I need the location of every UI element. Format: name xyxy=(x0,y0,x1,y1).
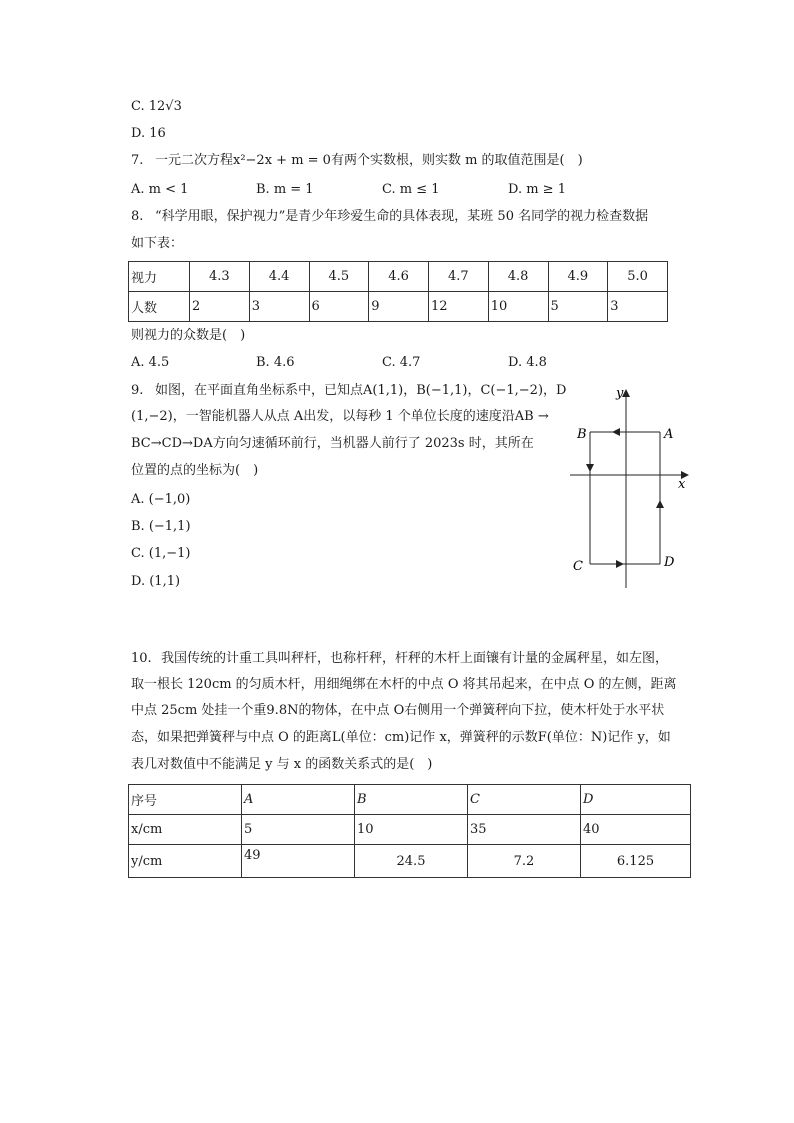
table-row xyxy=(129,845,691,878)
table-cell: 2 xyxy=(190,292,250,322)
table-cell: 4.8 xyxy=(488,262,548,292)
x-axis-label: x xyxy=(678,477,686,492)
q8-option-c: C. 4.7 xyxy=(382,355,421,370)
q10-stem-line3: 中点 25cm 处挂一个重9.8N的物体，在中点 O右侧用一个弹簧秤向下拉，使木杆处于水平状 xyxy=(131,703,665,718)
table-header-cell: C xyxy=(468,785,581,815)
arrow-bc-icon xyxy=(586,464,594,472)
table-cell: 3 xyxy=(608,292,668,322)
table-cell: 49 xyxy=(242,845,355,878)
q7-option-c: C. m ≤ 1 xyxy=(382,182,440,197)
table-cell: 4.5 xyxy=(309,262,369,292)
table-cell: 3 xyxy=(249,292,309,322)
q8-option-a: A. 4.5 xyxy=(131,355,170,370)
q8-stem-line1: “科学用眼，保护视力”是青少年珍爱生命的具体表现，某班 50 名同学的视力检查数据 xyxy=(155,209,649,224)
q10-value-table xyxy=(128,784,691,878)
table-cell: 7.2 xyxy=(468,845,581,878)
q8-stem-line2: 如下表： xyxy=(131,236,184,251)
table-cell: 5 xyxy=(548,292,608,322)
table-cell: 4.6 xyxy=(369,262,429,292)
q10-stem-line5: 表几对数值中不能满足 y 与 x 的函数关系式的是( ) xyxy=(131,757,433,772)
point-b-label: B xyxy=(577,427,587,442)
table-cell: 6.125 xyxy=(581,845,691,878)
table-cell: 4.4 xyxy=(249,262,309,292)
table-cell: 12 xyxy=(429,292,489,322)
q7-option-a: A. m < 1 xyxy=(131,182,189,197)
table-cell: 4.9 xyxy=(548,262,608,292)
q10-stem-line1: 我国传统的计重工具叫秤杆，也称杆秤，杆秤的木杆上面镶有计量的金属秤星，如左图， xyxy=(161,651,669,666)
table-cell: 6 xyxy=(309,292,369,322)
q9-stem-line1: 如图，在平面直角坐标系中，已知点A(1,1)，B(−1,1)，C(−1,−2)，D xyxy=(155,383,567,398)
q8-question: 则视力的众数是( ) xyxy=(131,328,246,343)
q7-number: 7. xyxy=(131,153,144,168)
table-header-cell: D xyxy=(581,785,691,815)
table-cell: 5 xyxy=(242,815,355,845)
point-d-label: D xyxy=(664,555,675,570)
row-label-x: x/cm xyxy=(129,815,242,845)
arrow-ab-icon xyxy=(612,428,620,436)
table-cell: 40 xyxy=(581,815,691,845)
q7-option-b: B. m = 1 xyxy=(256,182,314,197)
table-cell: 35 xyxy=(468,815,581,845)
y-axis-label: y xyxy=(616,386,624,401)
q9-stem-line4: 位置的点的坐标为( ) xyxy=(131,463,259,478)
q9-stem-line2: (1,−2)，一智能机器人从点 A出发，以每秒 1 个单位长度的速度沿AB → xyxy=(131,409,549,424)
table-cell: 24.5 xyxy=(355,845,468,878)
arrow-da-icon xyxy=(656,500,664,508)
q9-stem-line3: BC→CD→DA方向匀速循环前行，当机器人前行了 2023s 时，其所在 xyxy=(131,436,534,451)
q9-option-b: B. (−1,1) xyxy=(131,519,191,534)
q7-question: 一元二次方程x²−2x + m = 0有两个实数根，则实数 m 的取值范围是( ) xyxy=(155,153,583,168)
q7-option-d: D. m ≥ 1 xyxy=(508,182,566,197)
table-header-cell: 序号 xyxy=(129,785,242,815)
q10-stem-line4: 态，如果把弹簧秤与中点 O 的距离L(单位：cm)记作 x，弹簧秤的示数F(单位：N)记作 y，如 xyxy=(131,730,671,745)
table-cell: 10 xyxy=(488,292,548,322)
row-label-count: 人数 xyxy=(129,292,190,322)
row-label-y: y/cm xyxy=(129,845,242,878)
table-row xyxy=(129,785,691,815)
q9-coordinate-figure xyxy=(560,380,700,595)
table-cell: 4.7 xyxy=(429,262,489,292)
point-a-label: A xyxy=(664,427,674,442)
point-c-label: C xyxy=(573,559,583,574)
q9-option-d: D. (1,1) xyxy=(131,574,181,589)
table-cell: 4.3 xyxy=(190,262,250,292)
q6-option-d: D. 16 xyxy=(131,126,166,141)
q9-option-a: A. (−1,0) xyxy=(131,492,191,507)
table-row xyxy=(129,262,668,292)
q10-stem-line2: 取一根长 120cm 的匀质木杆，用细绳绑在木杆的中点 O 将其吊起来，在中点 O 的左侧，距离 xyxy=(131,677,677,692)
q8-option-b: B. 4.6 xyxy=(256,355,295,370)
q8-option-d: D. 4.8 xyxy=(508,355,547,370)
q8-vision-table xyxy=(128,261,668,322)
arrow-cd-icon xyxy=(616,560,624,568)
table-header-cell: B xyxy=(355,785,468,815)
table-row xyxy=(129,815,691,845)
table-cell: 10 xyxy=(355,815,468,845)
table-cell: 5.0 xyxy=(608,262,668,292)
table-row xyxy=(129,292,668,322)
q9-number: 9. xyxy=(131,383,144,398)
table-header-cell: A xyxy=(242,785,355,815)
table-cell: 9 xyxy=(369,292,429,322)
q10-number: 10. xyxy=(131,651,152,666)
q6-option-c: C. 12√3 xyxy=(131,99,182,114)
q9-option-c: C. (1,−1) xyxy=(131,546,191,561)
q8-number: 8. xyxy=(131,209,144,224)
row-label-vision: 视力 xyxy=(129,262,190,292)
